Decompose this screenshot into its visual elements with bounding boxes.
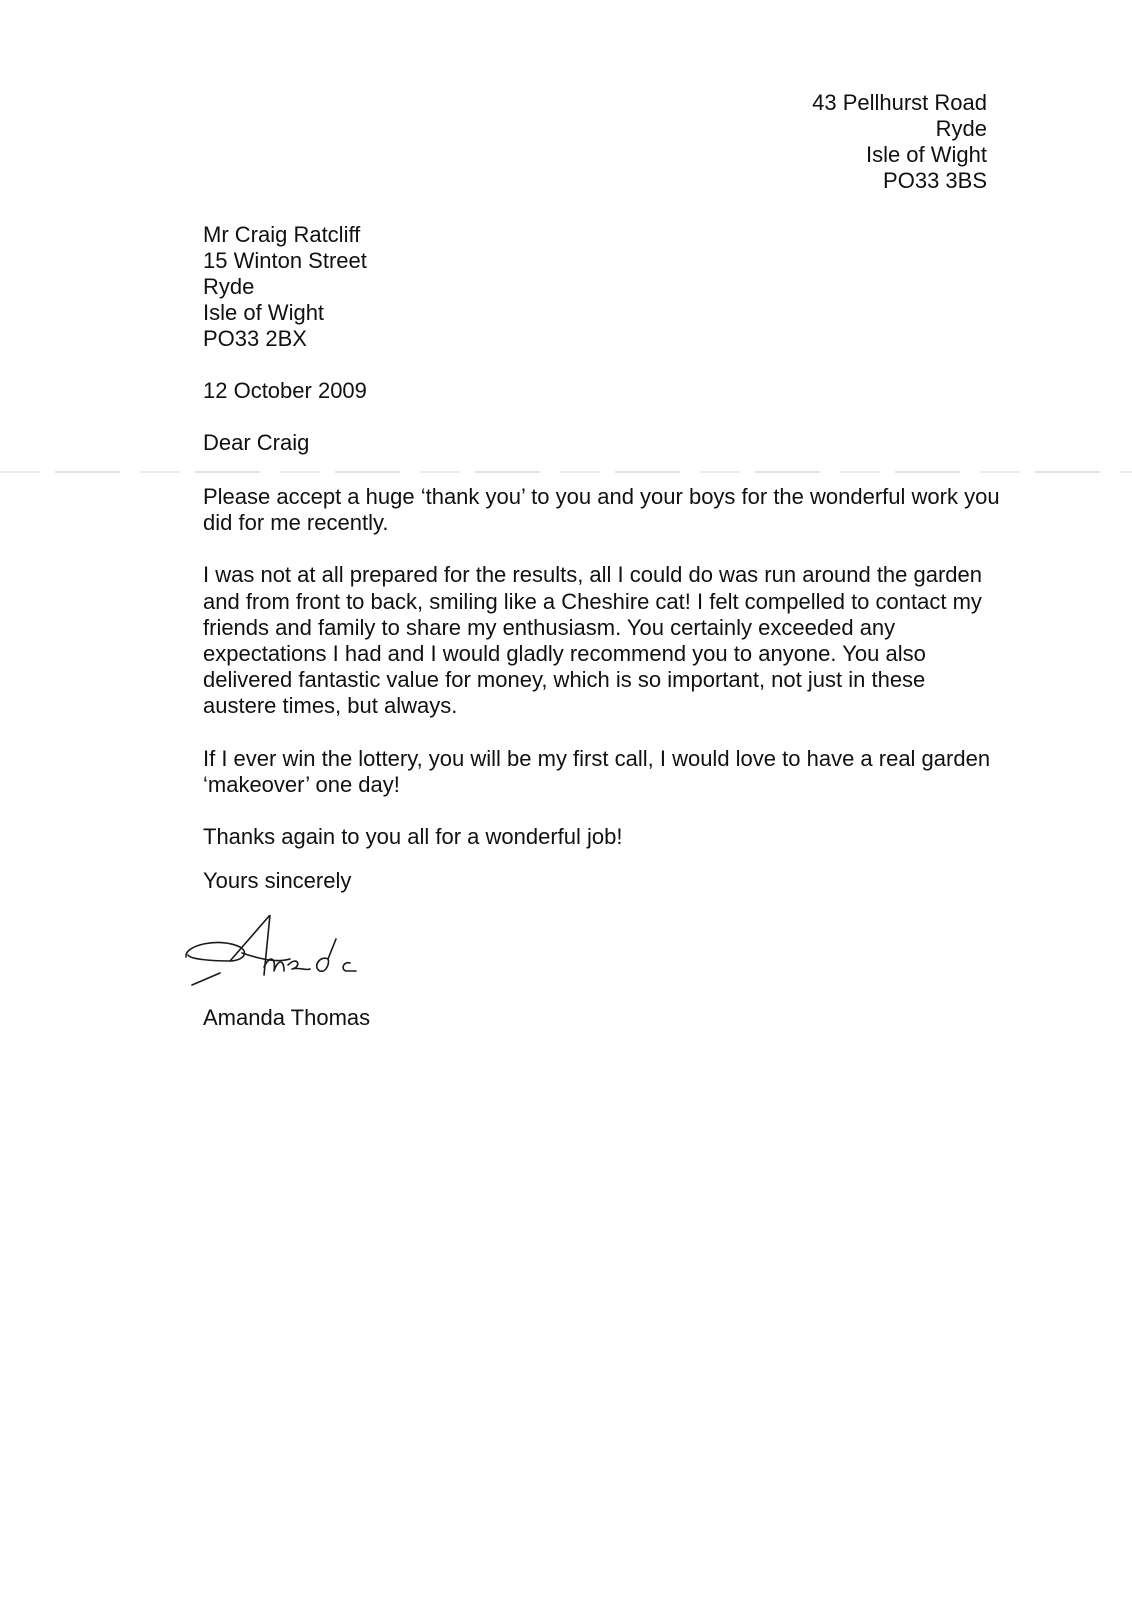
sender-address-line: PO33 3BS [883, 168, 987, 193]
recipient-address-line: Isle of Wight [203, 300, 325, 325]
recipient-address-line: Ryde [203, 274, 255, 299]
body-paragraph: Please accept a huge ‘thank you’ to you and your boys for the wonderful work you did for me recently. [203, 484, 1000, 536]
letter-body [203, 484, 1003, 876]
body-paragraph: If I ever win the lottery, you will be my first call, I would love to have a real garden ‘makeover’ one day! [203, 745, 991, 797]
sender-address [812, 90, 987, 194]
closing: Yours sincerely [203, 868, 352, 893]
recipient-address-line: 15 Winton Street [203, 248, 367, 273]
recipient-address-line: PO33 2BX [203, 326, 307, 351]
sender-address-line: Isle of Wight [865, 142, 987, 167]
sender-address-line: 43 Pellhurst Road [812, 90, 987, 115]
body-paragraph: Thanks again to you all for a wonderful job! [203, 824, 623, 850]
letter-date: 12 October 2009 [203, 378, 367, 403]
handwritten-signature [180, 915, 380, 1005]
body-paragraph: I was not at all prepared for the results, all I could do was run around the garden and from front to back, smiling like a Cheshire cat! I felt compelled to contact my friends and family to share my enthusiasm. You certainly exceeded any expectations I had and I would gladly recommend you to anyone. You also delivered fantastic value for money, which is so important, not just in these austere times, but always. [203, 562, 983, 719]
scan-artifact-line [0, 471, 1132, 473]
signer-name: Amanda Thomas [203, 1005, 371, 1030]
recipient-address-line: Mr Craig Ratcliff [203, 222, 361, 247]
recipient-address [203, 222, 367, 352]
salutation: Dear Craig [203, 430, 310, 455]
sender-address-line: Ryde [935, 116, 987, 141]
